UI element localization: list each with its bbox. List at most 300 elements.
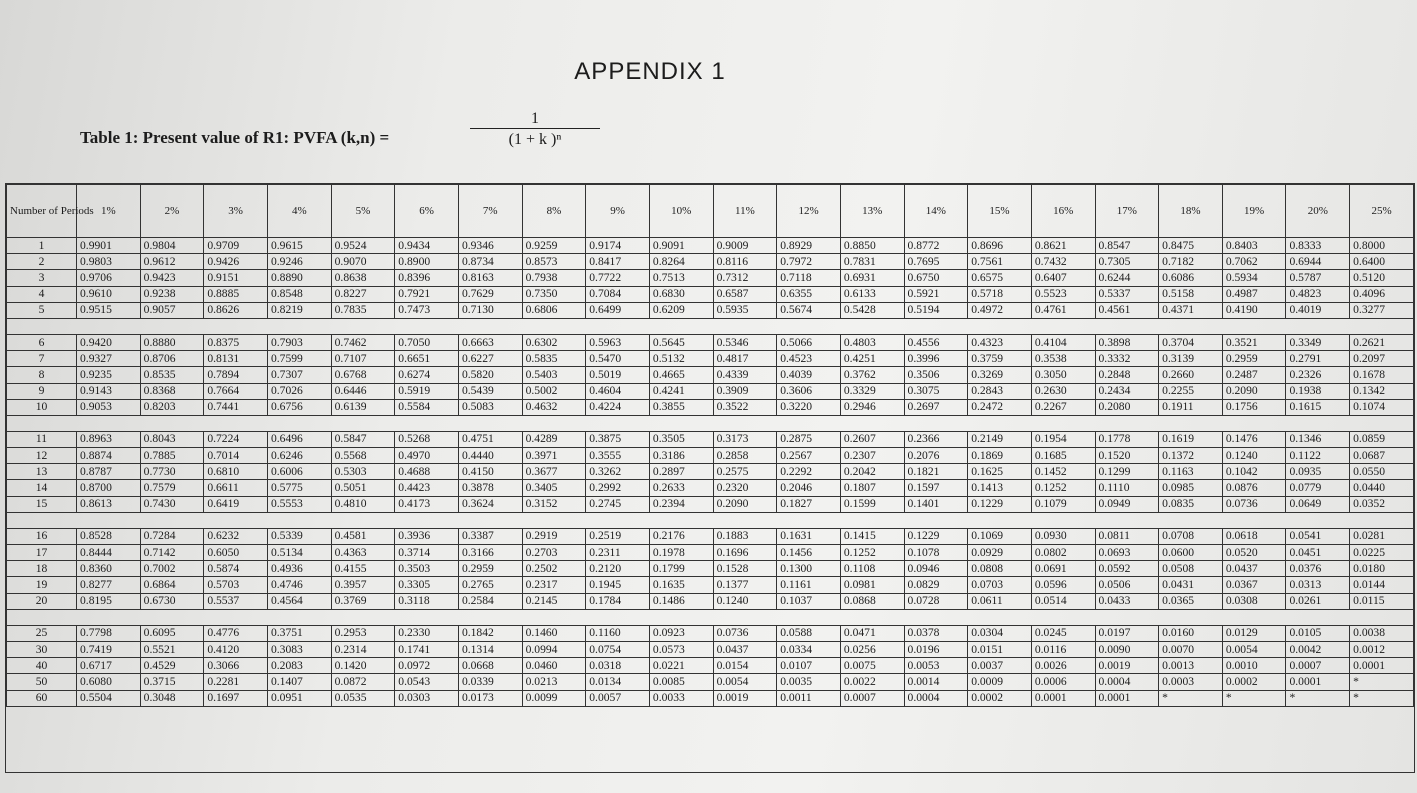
- value-cell: 0.0281: [1350, 528, 1414, 544]
- value-cell: 0.4155: [331, 561, 395, 577]
- value-cell: 0.2176: [649, 528, 713, 544]
- value-cell: 0.1696: [713, 545, 777, 561]
- value-cell: 0.0543: [395, 674, 459, 690]
- value-cell: 0.0437: [713, 641, 777, 657]
- table-caption: Table 1: Present value of R1: PVFA (k,n) =: [80, 128, 390, 147]
- value-cell: 0.5504: [77, 690, 141, 706]
- value-cell: 0.1161: [777, 577, 841, 593]
- value-cell: 0.3538: [1031, 351, 1095, 367]
- value-cell: 0.4371: [1159, 302, 1223, 318]
- value-cell: 0.4751: [458, 431, 522, 447]
- value-cell: 0.4561: [1095, 302, 1159, 318]
- value-cell: 0.0451: [1286, 545, 1350, 561]
- value-cell: 0.7599: [267, 351, 331, 367]
- value-cell: 0.1778: [1095, 431, 1159, 447]
- period-cell: 8: [7, 367, 77, 383]
- value-cell: 0.0981: [840, 577, 904, 593]
- value-cell: 0.0508: [1159, 561, 1223, 577]
- value-cell: 0.0949: [1095, 496, 1159, 512]
- value-cell: 0.1240: [713, 593, 777, 609]
- value-cell: 0.0433: [1095, 593, 1159, 609]
- value-cell: 0.7579: [140, 480, 204, 496]
- value-cell: 0.7182: [1159, 254, 1223, 270]
- value-cell: 0.0951: [267, 690, 331, 706]
- header-rate: 10%: [649, 185, 713, 238]
- value-cell: 0.1042: [1222, 464, 1286, 480]
- header-rate: 2%: [140, 185, 204, 238]
- value-cell: 0.0334: [777, 641, 841, 657]
- value-cell: 0.2519: [586, 528, 650, 544]
- period-cell: 12: [7, 448, 77, 464]
- value-cell: 0.0535: [331, 690, 395, 706]
- value-cell: 0.0115: [1350, 593, 1414, 609]
- value-cell: 0.7831: [840, 254, 904, 270]
- value-cell: 0.1252: [1031, 480, 1095, 496]
- value-cell: 0.2992: [586, 480, 650, 496]
- value-cell: 0.7224: [204, 431, 268, 447]
- value-cell: 0.7561: [968, 254, 1032, 270]
- value-cell: 0.5523: [1031, 286, 1095, 302]
- period-cell: 25: [7, 625, 77, 641]
- value-cell: 0.0002: [968, 690, 1032, 706]
- value-cell: 0.9423: [140, 270, 204, 286]
- value-cell: 0.4529: [140, 658, 204, 674]
- value-cell: 0.3522: [713, 399, 777, 415]
- value-cell: 0.8880: [140, 334, 204, 350]
- value-cell: 0.0708: [1159, 528, 1223, 544]
- value-cell: 0.7050: [395, 334, 459, 350]
- value-cell: 0.0180: [1350, 561, 1414, 577]
- period-cell: 3: [7, 270, 77, 286]
- value-cell: 0.3503: [395, 561, 459, 577]
- value-cell: 0.0460: [522, 658, 586, 674]
- value-cell: 0.0802: [1031, 545, 1095, 561]
- value-cell: 0.8772: [904, 238, 968, 254]
- value-cell: 0.2502: [522, 561, 586, 577]
- value-cell: 0.8929: [777, 238, 841, 254]
- value-cell: 0.0703: [968, 577, 1032, 593]
- value-cell: 0.1678: [1350, 367, 1414, 383]
- value-cell: 0.1163: [1159, 464, 1223, 480]
- value-cell: 0.2697: [904, 399, 968, 415]
- table-header-row: [7, 185, 1414, 238]
- value-cell: 0.3050: [1031, 367, 1095, 383]
- value-cell: 0.9070: [331, 254, 395, 270]
- value-cell: 0.8203: [140, 399, 204, 415]
- value-cell: 0.0352: [1350, 496, 1414, 512]
- value-cell: 0.2311: [586, 545, 650, 561]
- value-cell: 0.3405: [522, 480, 586, 496]
- value-cell: 0.3305: [395, 577, 459, 593]
- value-cell: 0.1615: [1286, 399, 1350, 415]
- value-cell: 0.3048: [140, 690, 204, 706]
- spacer-cell: [7, 318, 1414, 334]
- period-cell: 16: [7, 528, 77, 544]
- value-cell: 0.2946: [840, 399, 904, 415]
- value-cell: 0.0038: [1350, 625, 1414, 641]
- value-cell: 0.2281: [204, 674, 268, 690]
- value-cell: 0.6400: [1350, 254, 1414, 270]
- value-cell: 0.1784: [586, 593, 650, 609]
- value-cell: 0.5553: [267, 496, 331, 512]
- value-cell: 0.3166: [458, 545, 522, 561]
- value-cell: 0.4019: [1286, 302, 1350, 318]
- value-cell: 0.5002: [522, 383, 586, 399]
- value-cell: 0.0245: [1031, 625, 1095, 641]
- value-cell: 0.5963: [586, 334, 650, 350]
- value-cell: 0.9515: [77, 302, 141, 318]
- value-cell: 0.4776: [204, 625, 268, 641]
- value-cell: 0.5921: [904, 286, 968, 302]
- value-cell: 0.0019: [1095, 658, 1159, 674]
- period-cell: 30: [7, 641, 77, 657]
- value-cell: 0.6407: [1031, 270, 1095, 286]
- value-cell: 0.4581: [331, 528, 395, 544]
- value-cell: 0.5346: [713, 334, 777, 350]
- table-row: [7, 528, 1414, 544]
- table-row: [7, 625, 1414, 641]
- value-cell: 0.5775: [267, 480, 331, 496]
- value-cell: 0.5303: [331, 464, 395, 480]
- period-cell: 10: [7, 399, 77, 415]
- value-cell: 0.1685: [1031, 448, 1095, 464]
- value-cell: 0.5703: [204, 577, 268, 593]
- value-cell: 0.2292: [777, 464, 841, 480]
- value-cell: 0.1599: [840, 496, 904, 512]
- value-cell: 0.1078: [904, 545, 968, 561]
- header-rate: 15%: [968, 185, 1032, 238]
- value-cell: 0.2703: [522, 545, 586, 561]
- value-cell: 0.1074: [1350, 399, 1414, 415]
- value-cell: 0.8890: [267, 270, 331, 286]
- value-cell: 0.0930: [1031, 528, 1095, 544]
- value-cell: 0.9174: [586, 238, 650, 254]
- value-cell: 0.0440: [1350, 480, 1414, 496]
- value-cell: 0.7430: [140, 496, 204, 512]
- value-cell: 0.6499: [586, 302, 650, 318]
- value-cell: 0.1377: [713, 577, 777, 593]
- value-cell: 0.0811: [1095, 528, 1159, 544]
- value-cell: 0.9420: [77, 334, 141, 350]
- value-cell: 0.1160: [586, 625, 650, 641]
- value-cell: 0.0596: [1031, 577, 1095, 593]
- value-cell: 0.1597: [904, 480, 968, 496]
- value-cell: 0.7798: [77, 625, 141, 641]
- value-cell: 0.0256: [840, 641, 904, 657]
- value-cell: 0.4339: [713, 367, 777, 383]
- value-cell: 0.3996: [904, 351, 968, 367]
- value-cell: 0.5439: [458, 383, 522, 399]
- value-cell: 0.3715: [140, 674, 204, 690]
- value-cell: 0.0154: [713, 658, 777, 674]
- value-cell: 0.2607: [840, 431, 904, 447]
- value-cell: 0.6931: [840, 270, 904, 286]
- period-cell: 1: [7, 238, 77, 254]
- value-cell: 0.2042: [840, 464, 904, 480]
- header-rate: 1%: [77, 185, 141, 238]
- value-cell: 0.2621: [1350, 334, 1414, 350]
- value-cell: 0.0618: [1222, 528, 1286, 544]
- value-cell: 0.1842: [458, 625, 522, 641]
- value-cell: 0.2472: [968, 399, 1032, 415]
- value-cell: 0.1697: [204, 690, 268, 706]
- value-cell: 0.6050: [204, 545, 268, 561]
- value-cell: 0.1476: [1222, 431, 1286, 447]
- value-cell: 0.4289: [522, 431, 586, 447]
- value-cell: 0.6133: [840, 286, 904, 302]
- value-cell: 0.6209: [649, 302, 713, 318]
- value-cell: 0.5132: [649, 351, 713, 367]
- group-spacer-row: [7, 609, 1414, 625]
- table-row: [7, 351, 1414, 367]
- period-cell: 5: [7, 302, 77, 318]
- value-cell: 0.3521: [1222, 334, 1286, 350]
- value-cell: 0.5820: [458, 367, 522, 383]
- value-cell: 0.5584: [395, 399, 459, 415]
- value-cell: 0.1299: [1095, 464, 1159, 480]
- value-cell: 0.7350: [522, 286, 586, 302]
- value-cell: 0.0213: [522, 674, 586, 690]
- value-cell: 0.3769: [331, 593, 395, 609]
- value-cell: 0.3762: [840, 367, 904, 383]
- value-cell: 0.0160: [1159, 625, 1223, 641]
- value-cell: 0.0668: [458, 658, 522, 674]
- value-cell: 0.2575: [713, 464, 777, 480]
- value-cell: 0.5568: [331, 448, 395, 464]
- value-cell: 0.8360: [77, 561, 141, 577]
- value-cell: 0.7118: [777, 270, 841, 286]
- value-cell: 0.7722: [586, 270, 650, 286]
- period-cell: 17: [7, 545, 77, 561]
- value-cell: 0.9053: [77, 399, 141, 415]
- pv-table: [6, 184, 1414, 707]
- value-cell: 0.2120: [586, 561, 650, 577]
- value-cell: 0.5835: [522, 351, 586, 367]
- value-cell: 0.9009: [713, 238, 777, 254]
- value-cell: 0.2953: [331, 625, 395, 641]
- table-row: [7, 690, 1414, 706]
- period-cell: 9: [7, 383, 77, 399]
- value-cell: *: [1159, 690, 1223, 706]
- value-cell: 0.3555: [586, 448, 650, 464]
- value-cell: 0.7130: [458, 302, 522, 318]
- value-cell: 0.7305: [1095, 254, 1159, 270]
- value-cell: 0.9238: [140, 286, 204, 302]
- value-cell: 0.9091: [649, 238, 713, 254]
- value-cell: 0.0007: [840, 690, 904, 706]
- value-cell: 0.9524: [331, 238, 395, 254]
- value-cell: 0.4972: [968, 302, 1032, 318]
- value-cell: 0.9434: [395, 238, 459, 254]
- table-row: [7, 254, 1414, 270]
- value-cell: 0.6139: [331, 399, 395, 415]
- value-cell: 0.1625: [968, 464, 1032, 480]
- value-cell: 0.0053: [904, 658, 968, 674]
- value-cell: 0.8638: [331, 270, 395, 286]
- value-cell: 0.1456: [777, 545, 841, 561]
- table-row: [7, 674, 1414, 690]
- value-cell: 0.0339: [458, 674, 522, 690]
- value-cell: 0.1314: [458, 641, 522, 657]
- value-cell: 0.6496: [267, 431, 331, 447]
- value-cell: 0.0075: [840, 658, 904, 674]
- value-cell: 0.4746: [267, 577, 331, 593]
- table-row: [7, 334, 1414, 350]
- header-rate: 4%: [267, 185, 331, 238]
- group-spacer-row: [7, 512, 1414, 528]
- value-cell: 0.2394: [649, 496, 713, 512]
- value-cell: 0.5083: [458, 399, 522, 415]
- table-row: [7, 464, 1414, 480]
- value-cell: 0.6663: [458, 334, 522, 350]
- value-cell: 0.0649: [1286, 496, 1350, 512]
- value-cell: 0.3349: [1286, 334, 1350, 350]
- period-cell: 19: [7, 577, 77, 593]
- value-cell: 0.0514: [1031, 593, 1095, 609]
- period-cell: 50: [7, 674, 77, 690]
- value-cell: 0.5158: [1159, 286, 1223, 302]
- period-cell: 4: [7, 286, 77, 302]
- header-rate: 12%: [777, 185, 841, 238]
- spacer-cell: [7, 512, 1414, 528]
- value-cell: 0.0057: [586, 690, 650, 706]
- value-cell: 0.4104: [1031, 334, 1095, 350]
- header-rate: 11%: [713, 185, 777, 238]
- value-cell: 0.2149: [968, 431, 1032, 447]
- value-cell: 0.2567: [777, 448, 841, 464]
- value-cell: 0.0196: [904, 641, 968, 657]
- value-cell: 0.6830: [649, 286, 713, 302]
- value-cell: 0.7513: [649, 270, 713, 286]
- value-cell: 0.0037: [968, 658, 1032, 674]
- value-cell: 0.7938: [522, 270, 586, 286]
- value-cell: 0.5403: [522, 367, 586, 383]
- value-cell: 0.1756: [1222, 399, 1286, 415]
- value-cell: 0.9803: [77, 254, 141, 270]
- value-cell: 0.4423: [395, 480, 459, 496]
- value-cell: 0.6302: [522, 334, 586, 350]
- value-cell: 0.1528: [713, 561, 777, 577]
- header-rate: 3%: [204, 185, 268, 238]
- value-cell: 0.0611: [968, 593, 1032, 609]
- value-cell: 0.1252: [840, 545, 904, 561]
- value-cell: 0.2843: [968, 383, 1032, 399]
- value-cell: 0.0007: [1286, 658, 1350, 674]
- value-cell: 0.6232: [204, 528, 268, 544]
- value-cell: 0.3759: [968, 351, 1032, 367]
- value-cell: 0.8368: [140, 383, 204, 399]
- value-cell: 0.1978: [649, 545, 713, 561]
- table-row: [7, 270, 1414, 286]
- value-cell: 0.6806: [522, 302, 586, 318]
- value-cell: 0.3751: [267, 625, 331, 641]
- value-cell: 0.4803: [840, 334, 904, 350]
- value-cell: 0.5019: [586, 367, 650, 383]
- value-cell: 0.4970: [395, 448, 459, 464]
- value-cell: 0.9706: [77, 270, 141, 286]
- value-cell: 0.4173: [395, 496, 459, 512]
- value-cell: 0.4936: [267, 561, 331, 577]
- value-cell: 0.1069: [968, 528, 1032, 544]
- value-cell: 0.2434: [1095, 383, 1159, 399]
- period-cell: 7: [7, 351, 77, 367]
- value-cell: 0.0367: [1222, 577, 1286, 593]
- value-cell: 0.8548: [267, 286, 331, 302]
- value-cell: 0.5120: [1350, 270, 1414, 286]
- value-cell: 0.5718: [968, 286, 1032, 302]
- value-cell: 0.0935: [1286, 464, 1350, 480]
- value-cell: 0.6575: [968, 270, 1032, 286]
- table-row: [7, 545, 1414, 561]
- value-cell: 0.2897: [649, 464, 713, 480]
- period-cell: 6: [7, 334, 77, 350]
- value-cell: 0.8000: [1350, 238, 1414, 254]
- value-cell: 0.7432: [1031, 254, 1095, 270]
- table-row: [7, 448, 1414, 464]
- value-cell: 0.4150: [458, 464, 522, 480]
- value-cell: 0.8195: [77, 593, 141, 609]
- value-cell: 0.5847: [331, 431, 395, 447]
- value-cell: 0.1821: [904, 464, 968, 480]
- value-cell: 0.2080: [1095, 399, 1159, 415]
- value-cell: 0.4224: [586, 399, 650, 415]
- value-cell: 0.0022: [840, 674, 904, 690]
- group-spacer-row: [7, 415, 1414, 431]
- value-cell: 0.6768: [331, 367, 395, 383]
- group-spacer-row: [7, 318, 1414, 334]
- value-cell: 0.7885: [140, 448, 204, 464]
- value-cell: 0.0313: [1286, 577, 1350, 593]
- value-cell: 0.7284: [140, 528, 204, 544]
- value-cell: 0.3704: [1159, 334, 1223, 350]
- value-cell: 0.2858: [713, 448, 777, 464]
- period-cell: 11: [7, 431, 77, 447]
- value-cell: 0.0588: [777, 625, 841, 641]
- value-cell: 0.9346: [458, 238, 522, 254]
- value-cell: 0.6095: [140, 625, 204, 641]
- value-cell: 0.1619: [1159, 431, 1223, 447]
- value-cell: 0.4120: [204, 641, 268, 657]
- value-cell: 0.0173: [458, 690, 522, 706]
- value-cell: 0.0592: [1095, 561, 1159, 577]
- value-cell: 0.3957: [331, 577, 395, 593]
- period-cell: 15: [7, 496, 77, 512]
- value-cell: 0.2848: [1095, 367, 1159, 383]
- value-cell: 0.8264: [649, 254, 713, 270]
- table-row: [7, 238, 1414, 254]
- value-cell: 0.0006: [1031, 674, 1095, 690]
- value-cell: 0.1420: [331, 658, 395, 674]
- period-cell: 20: [7, 593, 77, 609]
- value-cell: 0.6244: [1095, 270, 1159, 286]
- table-row: [7, 593, 1414, 609]
- value-cell: 0.7629: [458, 286, 522, 302]
- value-cell: 0.7473: [395, 302, 459, 318]
- value-cell: 0.8696: [968, 238, 1032, 254]
- spacer-cell: [7, 609, 1414, 625]
- value-cell: 0.0876: [1222, 480, 1286, 496]
- value-cell: 0.0070: [1159, 641, 1223, 657]
- value-cell: 0.8573: [522, 254, 586, 270]
- value-cell: 0.3387: [458, 528, 522, 544]
- value-cell: 0.0431: [1159, 577, 1223, 593]
- value-cell: 0.1741: [395, 641, 459, 657]
- value-cell: 0.8885: [204, 286, 268, 302]
- table-row: [7, 480, 1414, 496]
- header-rate: 16%: [1031, 185, 1095, 238]
- value-cell: 0.6750: [904, 270, 968, 286]
- value-cell: 0.0736: [713, 625, 777, 641]
